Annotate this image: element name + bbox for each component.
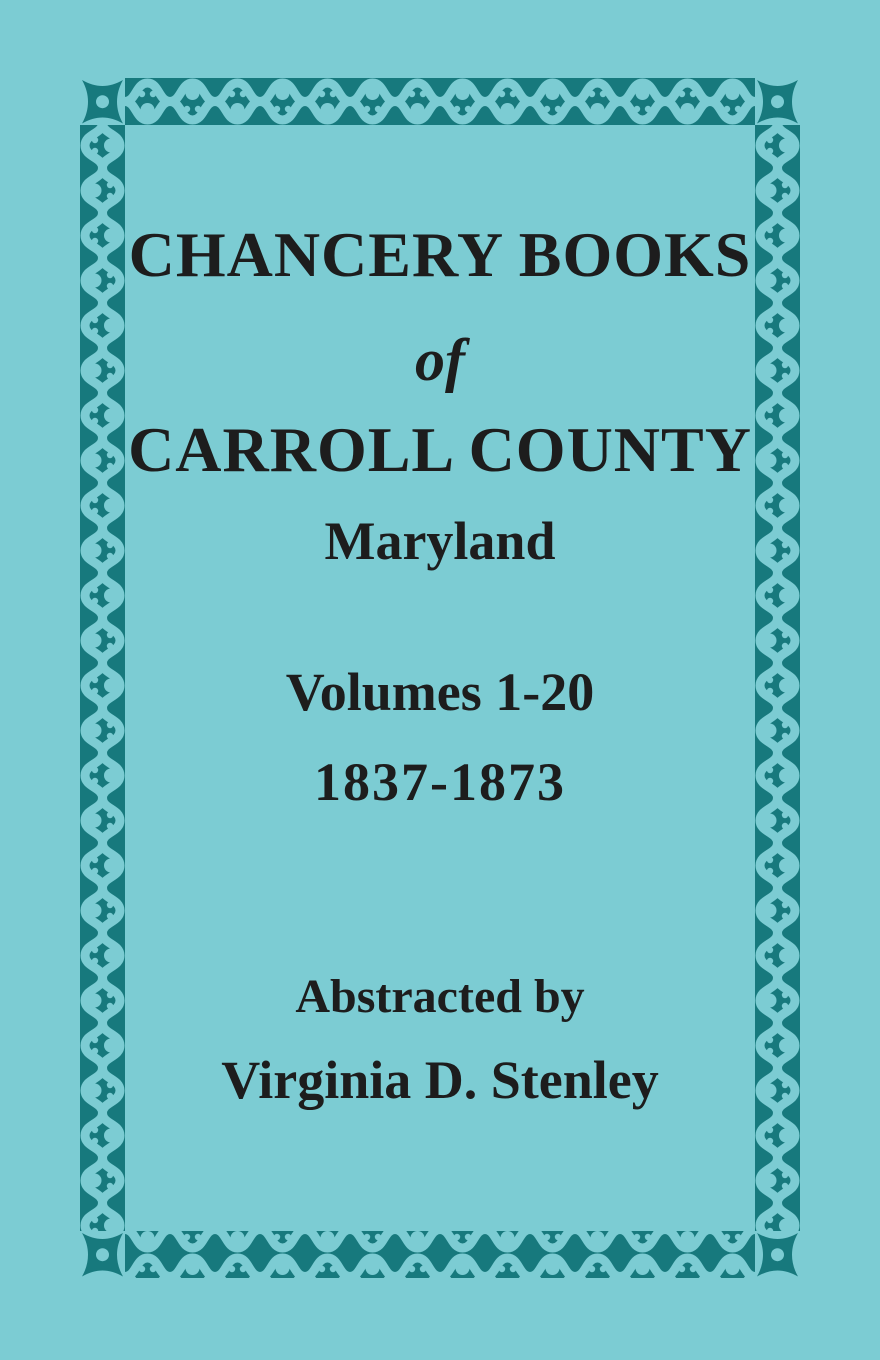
title-line-2: CARROLL COUNTY — [128, 414, 752, 485]
title-line-1: CHANCERY BOOKS — [128, 219, 752, 290]
volumes-line: Volumes 1-20 — [285, 662, 595, 722]
year-range-line: 1837-1873 — [314, 752, 566, 812]
region-subtitle: Maryland — [324, 511, 556, 571]
author-line: Virginia D. Stenley — [221, 1050, 659, 1110]
title-connector: of — [415, 327, 465, 393]
credit-line: Abstracted by — [295, 970, 585, 1023]
